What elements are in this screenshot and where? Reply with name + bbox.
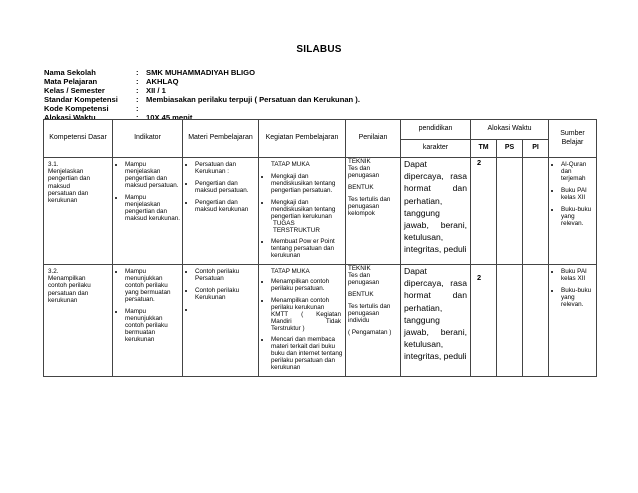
- list-item: • Persatuan dan Kerukunan :: [195, 161, 258, 175]
- kegiatan-head: TATAP MUKA: [271, 268, 310, 275]
- list-item: • Mampu menunjukkan contoh perilaku bermuatan kerukunan: [125, 308, 182, 343]
- header-sumber-belajar: Sumber Belajar: [549, 120, 597, 158]
- list-item: • Mampu menjelaskan pengertian dan maksud persatuan.: [125, 161, 182, 189]
- list-item: • Buku-buku yang relevan.: [561, 206, 596, 227]
- table-row: [44, 265, 597, 377]
- list-item: • Contoh perilaku Persatuan: [195, 268, 258, 282]
- header-kegiatan: Kegiatan Pembelajaran: [259, 120, 346, 158]
- list-item: • Contoh perilaku Kerukunan: [195, 287, 258, 301]
- meta-label: Nama Sekolah: [44, 68, 96, 77]
- materi-cell: [183, 265, 259, 377]
- kd-cell: 3.2.Menampilkan contoh perilaku persatuan dan kerukunan: [44, 265, 113, 377]
- kmtt-note: KMTT ( Kegiatan Mandiri Tidak Terstruktur ): [271, 311, 341, 332]
- list-item: • Buku PAI kelas XII: [561, 268, 596, 282]
- karakter-cell: Dapat dipercaya, rasa hormat dan perhatian, tanggung jawab, berani, ketulusan, integritas, peduli: [401, 265, 471, 377]
- kd-text: Menampilkan contoh perilaku persatuan dan kerukunan: [48, 275, 91, 304]
- meta-value: 10X 45 menit: [146, 112, 193, 122]
- materi-cell: [183, 158, 259, 265]
- header-penilaian: Penilaian: [346, 120, 401, 158]
- document-title: SILABUS: [296, 44, 342, 55]
- kd-text: Menjelaskan pengertian dan maksud persatuan dan kerukunan: [48, 168, 91, 205]
- meta-label: Standar Kompetensi: [44, 94, 118, 104]
- meta-row-school: Nama Sekolah : SMK MUHAMMADIYAH BLIGO: [44, 68, 255, 77]
- penilaian-cell: TEKNIK Tes dan penugasan BENTUK Tes tertulis dan penugasan individu ( Pengamatan ): [346, 265, 401, 377]
- list-item: • Pengertian dan maksud kerukunan: [195, 199, 258, 213]
- header-indikator: Indikator: [113, 120, 183, 158]
- header-kompetensi-dasar: Kompetensi Dasar: [44, 120, 113, 158]
- list-item: • Mengkaji dan mendiskusikan tentang pengertian persatuan.: [271, 173, 345, 194]
- meta-value: AKHLAQ: [146, 76, 179, 86]
- meta-row-subject: Mata Pelajaran : AKHLAQ: [44, 76, 179, 86]
- kegiatan-head: TATAP MUKA: [271, 161, 310, 168]
- list-item: • Mampu menunjukkan contoh perilaku yang bermuatan persatuan.: [125, 268, 182, 303]
- list-item: • Menampilkan contoh perilaku kerukunan: [271, 297, 345, 311]
- list-item: • Menampilkan contoh perilaku persatuan.: [271, 278, 345, 292]
- header-materi: Materi Pembelajaran: [183, 120, 259, 158]
- sumber-cell: [549, 158, 597, 265]
- header-tm: TM: [471, 140, 497, 158]
- pi-cell: [523, 158, 549, 265]
- list-item: • Buku PAI kelas XII: [561, 187, 596, 201]
- tm-cell: 2: [471, 158, 497, 265]
- meta-row-class: Kelas / Semester : XII / 1: [44, 85, 166, 95]
- meta-label: Alokasi Waktu: [44, 112, 96, 122]
- header-pi: PI: [523, 140, 549, 158]
- indikator-cell: [113, 265, 183, 377]
- list-item: • Membuat Pow er Point tentang persatuan dan kerukunan: [271, 238, 345, 259]
- header-pendidikan: pendidikan: [401, 120, 471, 140]
- kegiatan-cell: [259, 265, 346, 377]
- identity-block: [44, 69, 360, 122]
- list-item: • Pengertian dan maksud persatuan.: [195, 180, 258, 194]
- list-item: • Al-Quran dan terjemah: [561, 161, 596, 182]
- indikator-cell: [113, 158, 183, 265]
- syllabus-table: [43, 119, 597, 377]
- ps-cell: [497, 158, 523, 265]
- tm-cell: 2: [471, 265, 497, 377]
- kegiatan-cell: TATAP MUKA • Mengkaji dan mendiskusikan tentang pengertian persatuan. • Mengkaji dan mendiskusikan tentang pengertian kerukunan TUGAS TERSTRUKTUR • Membuat Pow er Point tentang persatuan dan kerukunan: [259, 158, 346, 265]
- meta-label: Kode Kompetensi: [44, 103, 109, 113]
- meta-value: SMK MUHAMMADIYAH BLIGO: [146, 68, 255, 77]
- header-karakter: karakter: [401, 140, 471, 158]
- meta-value: Membiasakan perilaku terpuji ( Persatuan dan Kerukunan ).: [146, 94, 360, 104]
- meta-row-code: Kode Kompetensi :: [44, 103, 139, 113]
- list-item: • Mencari dan membaca materi terkait dari buku buku dan internet tentang perilaku persatuan dan kerukunan: [271, 336, 345, 371]
- list-item: • Mengkaji dan mendiskusikan tentang pengertian kerukunan: [271, 199, 345, 220]
- meta-row-standard: Standar Kompetensi : Membiasakan perilaku terpuji ( Persatuan dan Kerukunan ).: [44, 94, 360, 104]
- pi-cell: [523, 265, 549, 377]
- kd-cell: 3.1.Menjelaskan pengertian dan maksud persatuan dan kerukunan: [44, 158, 113, 265]
- meta-label: Kelas / Semester: [44, 85, 105, 95]
- meta-label: Mata Pelajaran: [44, 76, 98, 86]
- table-row: [44, 158, 597, 265]
- ps-cell: [497, 265, 523, 377]
- list-item: • Buku-buku yang relevan.: [561, 287, 596, 308]
- meta-row-time: Alokasi Waktu : 10X 45 menit: [44, 112, 193, 122]
- penilaian-cell: TEKNIK Tes dan penugasan BENTUK Tes tertulis dan penugasan kelompok: [346, 158, 401, 265]
- header-alokasi-waktu: Alokasi Waktu: [471, 120, 549, 140]
- meta-value: XII / 1: [146, 85, 166, 95]
- sumber-cell: [549, 265, 597, 377]
- list-item: • Mampu menjelaskan pengertian dan maksud kerukunan.: [125, 194, 182, 222]
- list-item: [195, 306, 258, 313]
- header-ps: PS: [497, 140, 523, 158]
- karakter-cell: Dapat dipercaya, rasa hormat dan perhatian, tanggung jawab, berani, ketulusan, integritas, peduli: [401, 158, 471, 265]
